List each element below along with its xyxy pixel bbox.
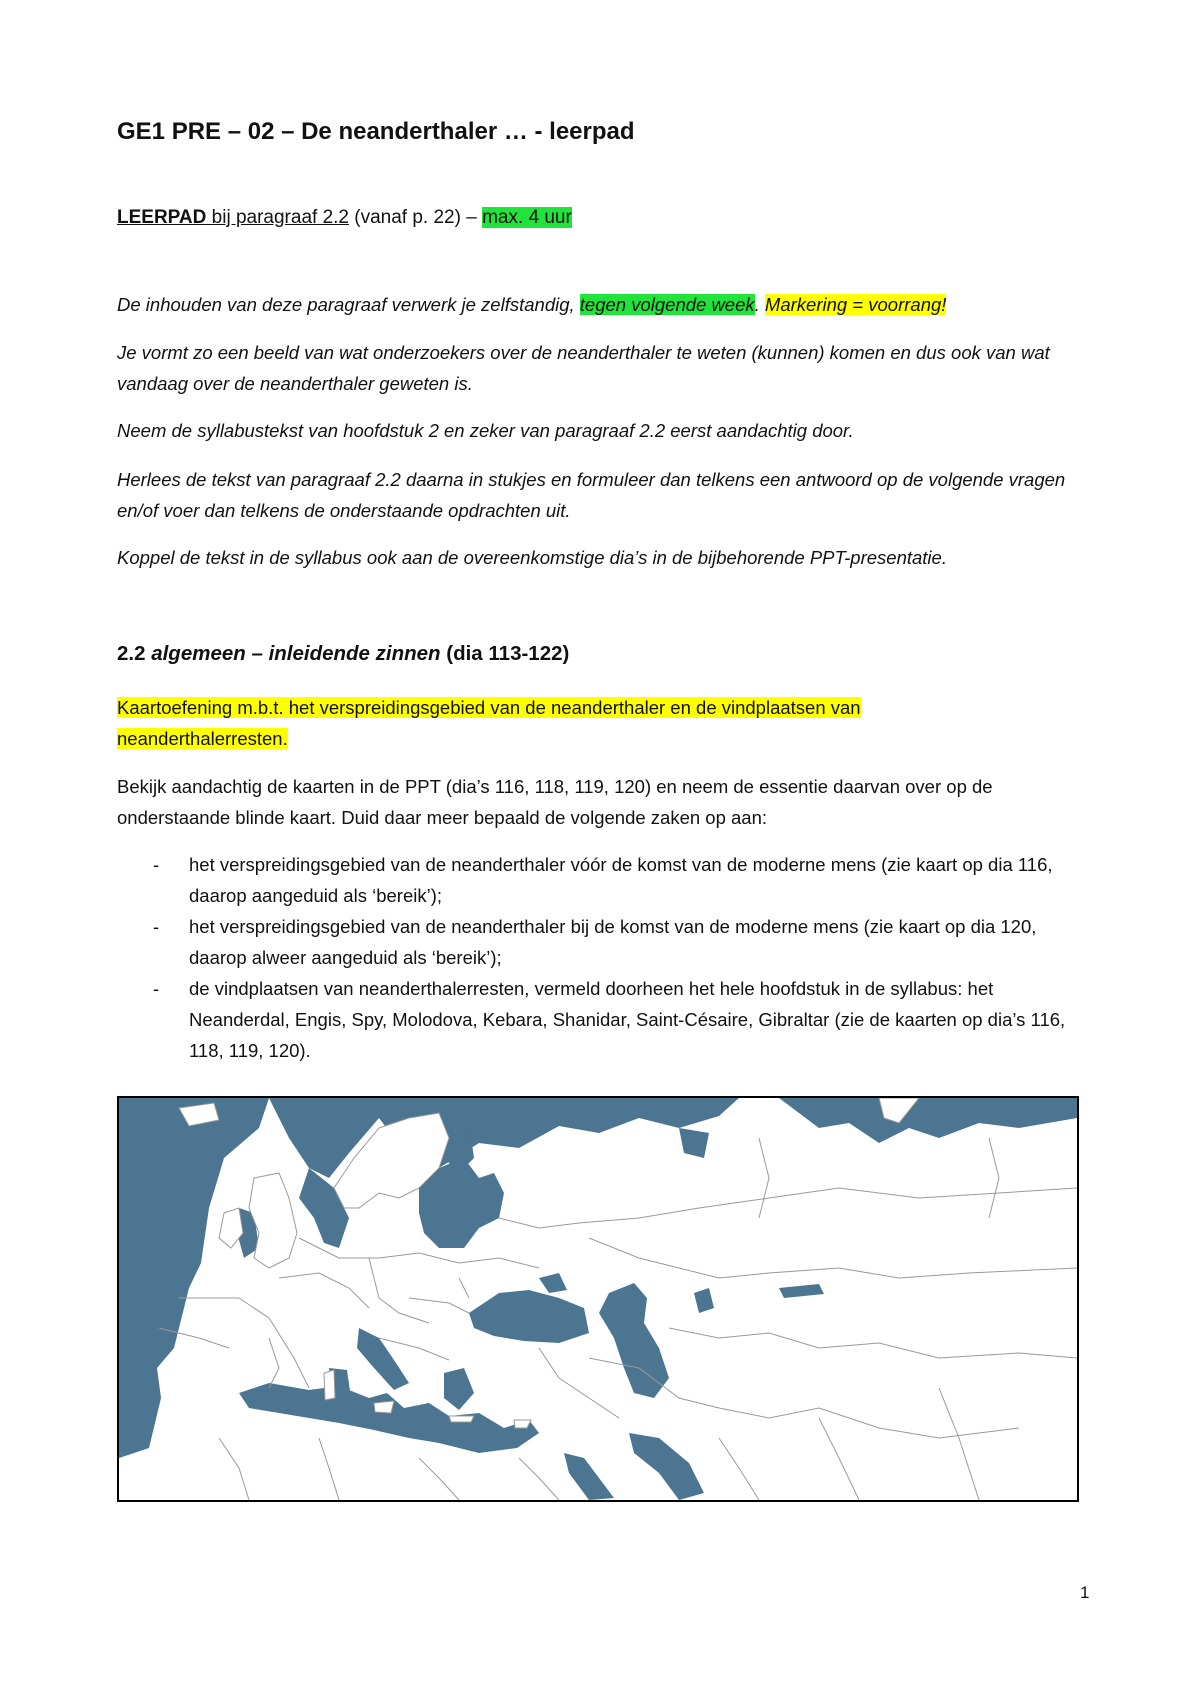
intro-paragraph-2: Je vormt zo een beeld van wat onderzoekers over de neanderthaler te weten (kunnen) komen en dus ook van wat vandaag over de neanderthaler geweten is. [117,342,1050,394]
list-item: - het verspreidingsgebied van de neanderthaler vóór de komst van de moderne mens (zie kaart op dia 116, daarop aangeduid als ‘bereik’); [153,854,1053,906]
task-list [117,849,1097,1066]
intro-paragraph-3: Neem de syllabustekst van hoofdstuk 2 en zeker van paragraaf 2.2 eerst aandachtig door. [117,420,854,441]
leerpad-label: LEERPAD [117,207,207,228]
europe-blank-map [119,1098,1077,1500]
intro-paragraph-5: Koppel de tekst in de syllabus ook aan de overeenkomstige dia’s in de bijbehorende PPT-presentatie. [117,547,947,568]
list-item: - de vindplaatsen van neanderthalerresten, vermeld doorheen het hele hoofdstuk in de syllabus: het Neanderdal, Engis, Spy, Molodova, Kebara, Shanidar, Saint-Césaire, Gibraltar (zie de kaarten op dia’s 116, 118, 119, 120). [153,978,1066,1061]
leerpad-vanaf: (vanaf p. 22) – [348,207,483,228]
page-number: 1 [1080,1583,1090,1602]
leerpad-paragraph: bij paragraaf 2.2 [206,207,349,228]
markering-highlight: Markering = voorrang! [764,294,947,315]
deadline-highlight: tegen volgende week [579,294,755,315]
list-item: - het verspreidingsgebied van de neanderthaler bij de komst van de moderne mens (zie kaart op dia 120, daarop alweer aangeduid als ‘bereik’); [153,916,1037,968]
blank-map [117,1096,1079,1502]
page-title: GE1 PRE – 02 – De neanderthaler … - leerpad [117,118,635,145]
intro-paragraph-4: Herlees de tekst van paragraaf 2.2 daarna in stukjes en formuleer dan telkens een antwoord op de volgende vragen en/of voer dan telkens de onderstaande opdrachten uit. [117,469,1066,521]
section-heading: 2.2 algemeen – inleidende zinnen (dia 113-122) [117,642,570,665]
intro-paragraph-1: De inhouden van deze paragraaf verwerk je zelfstandig, tegen volgende week. Markering = voorrang! [117,294,947,315]
leerpad-max-time: max. 4 uur [482,207,572,228]
leerpad-line [117,207,572,229]
instruction-paragraph: Bekijk aandachtig de kaarten in de PPT (dia’s 116, 118, 119, 120) en neem de essentie daarvan over op de onderstaande blinde kaart. Duid daar meer bepaald de volgende zaken op aan: [117,776,993,828]
kaartoefening-paragraph: Kaartoefening m.b.t. het verspreidingsgebied van de neanderthaler en de vindplaatsen van neanderthalerresten. [117,697,861,749]
